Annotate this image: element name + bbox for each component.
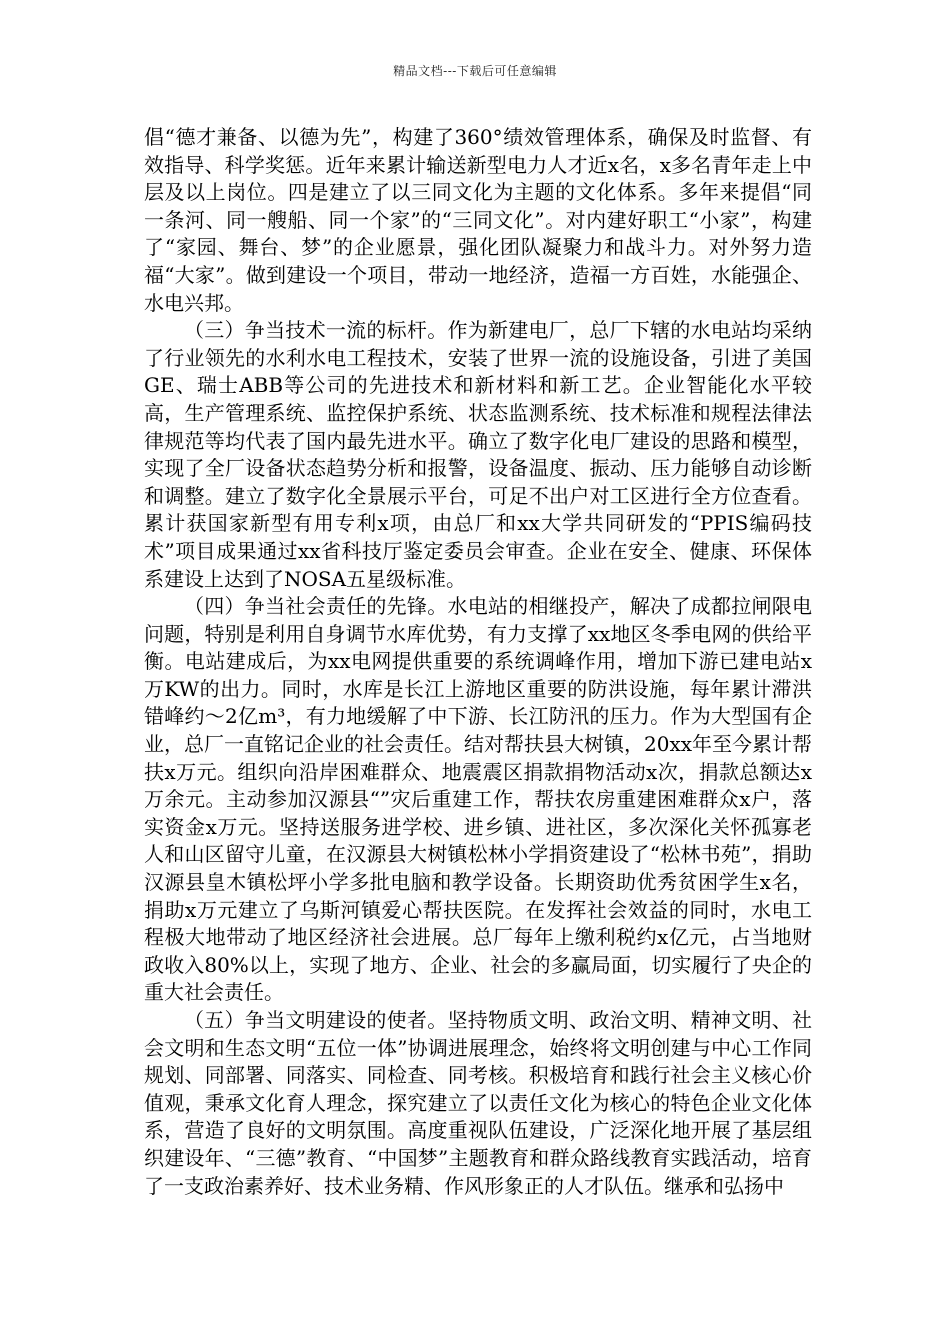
paragraph-section-4: （四）争当社会责任的先锋。水电站的相继投产，解决了成都拉闸限电问题，特别是利用自身调节水库优势，有力支撑了xx地区冬季电网的供给平衡。电站建成后，为xx电网提供重要的系统调峰作用，增加下游已建电站x万KW的出力。同时，水库是长江上游地区重要的防洪设施，每年累计滞洪错峰约～2亿m³，有力地缓解了中下游、长江防汛的压力。作为大型国有企业，总厂一直铭记企业的社会责任。结对帮扶县大树镇，20xx年至今累计帮扶x万元。组织向沿岸困难群众、地震震区捐款捐物活动x次，捐款总额达x万余元。主动参加汉源县“”灾后重建工作，帮扶农房重建困难群众x户，落实资金x万元。坚持送服务进学校、进乡镇、进社区，多次深化关怀孤寡老人和山区留守儿童，在汉源县大树镇松林小学捐资建设了“松林书苑”，捐助汉源县皇木镇松坪小学多批电脑和教学设备。长期资助优秀贫困学生x名，捐助x万元建立了乌斯河镇爱心帮扶医院。在发挥社会效益的同时，水电工程极大地带动了地区经济社会进展。总厂每年上缴利税约x亿元，占当地财政收入80%以上，实现了地方、企业、社会的多赢局面，切实履行了央企的重大社会责任。 [144,594,813,1005]
document-body [144,124,812,1200]
paragraph-section-5: （五）争当文明建设的使者。坚持物质文明、政治文明、精神文明、社会文明和生态文明“五位一体”协调进展理念，始终将文明创建与中心工作同规划、同部署、同落实、同检查、同考核。积极培育和践行社会主义核心价值观，秉承文化育人理念，探究建立了以责任文化为核心的特色企业文化体系，营造了良好的文明氛围。高度重视队伍建设，广泛深化地开展了基层组织建设年、“三德”教育、“中国梦”主题教育和群众路线教育实践活动，培育了一支政治素养好、技术业务精、作风形象正的人才队伍。继承和弘扬中 [144,1008,812,1198]
paragraph-continued: 倡“德才兼备、以德为先”，构建了360°绩效管理体系，确保及时监督、有效指导、科学奖惩。近年来累计输送新型电力人才近x名，x多名青年走上中层及以上岗位。四是建立了以三同文化为主题的文化体系。多年来提倡“同一条河、同一艘船、同一个家”的“三同文化”。对内建好职工“小家”，构建了“家园、舞台、梦”的企业愿景，强化团队凝聚力和战斗力。对外努力造福“大家”。做到建设一个项目，带动一地经济，造福一方百姓，水能强企、水电兴邦。 [144,125,812,315]
page-header: 精品文档---下载后可任意编辑 [393,64,557,78]
paragraph-section-3: （三）争当技术一流的标杆。作为新建电厂，总厂下辖的水电站均采纳了行业领先的水利水电工程技术，安装了世界一流的设施设备，引进了美国GE、瑞士ABB等公司的先进技术和新材料和新工艺。企业智能化水平较高，生产管理系统、监控保护系统、状态监测系统、技术标准和规程法律法律规范等均代表了国内最先进水平。确立了数字化电厂建设的思路和模型，实现了全厂设备状态趋势分析和报警，设备温度、振动、压力能够自动诊断和调整。建立了数字化全景展示平台，可足不出户对工区进行全方位查看。累计获国家新型有用专利x项，由总厂和xx大学共同研发的“PPIS编码技术”项目成果通过xx省科技厅鉴定委员会审查。企业在安全、健康、环保体系建设上达到了NOSA五星级标准。 [144,318,812,591]
